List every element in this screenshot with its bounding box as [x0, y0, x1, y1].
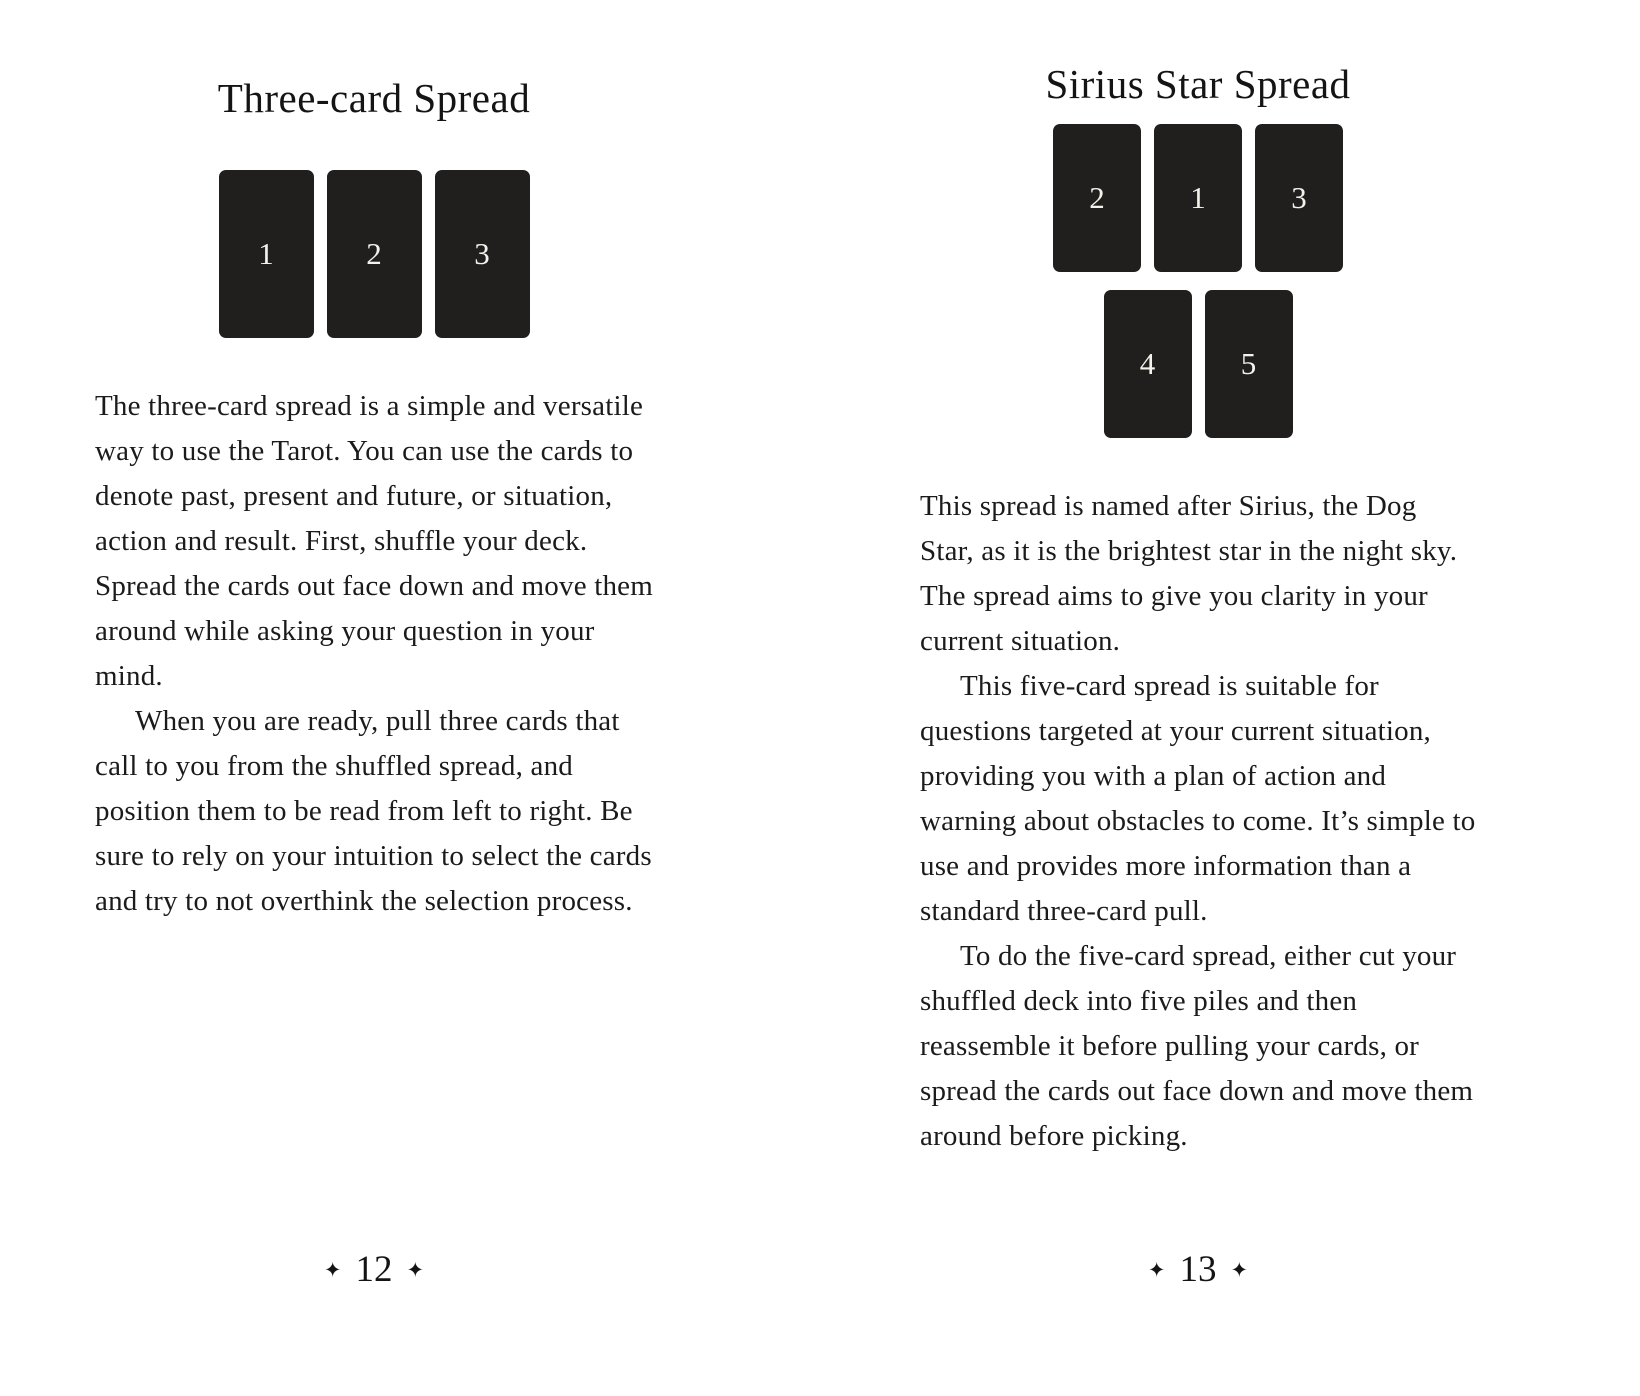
- left-page-footer: [95, 1248, 653, 1291]
- star-ornament-icon: ✦: [1147, 1257, 1166, 1282]
- page-right: [920, 58, 1476, 1159]
- paragraph: When you are ready, pull three cards that call to you from the shuffled spread, and position them to be read from left to right. Be sure to rely on your intuition to select the cards and try to not overthink the selection process.: [95, 705, 652, 917]
- card-row-bottom: [1104, 290, 1293, 438]
- card-number: 2: [366, 236, 382, 271]
- right-page-title: Sirius Star Spread: [1045, 61, 1351, 107]
- tarot-card-2: [327, 170, 422, 338]
- tarot-card-3: [1255, 124, 1343, 272]
- left-page-body: [95, 384, 653, 924]
- page-number: 13: [1179, 1249, 1217, 1290]
- card-number: 4: [1139, 346, 1156, 381]
- paragraph: To do the five-card spread, either cut your shuffled deck into five piles and then reassemble it before pulling your cards, or spread the cards out face down and move them around before picking.: [920, 940, 1474, 1152]
- left-page-title: Three-card Spread: [217, 75, 531, 121]
- card-number: 3: [474, 236, 490, 271]
- tarot-card-2: [1053, 124, 1141, 272]
- card-number: 2: [1089, 180, 1105, 215]
- tarot-card-3: [435, 170, 530, 338]
- paragraph: This five-card spread is suitable for questions targeted at your current situation, providing you with a plan of action and warning about obstacles to come. It’s simple to use and provides more information than a standard three-card pull.: [920, 670, 1476, 927]
- star-ornament-icon: ✦: [323, 1257, 342, 1282]
- tarot-card-1: [1154, 124, 1242, 272]
- card-number: 1: [1190, 180, 1206, 215]
- card-number: 5: [1240, 346, 1257, 381]
- card-number: 1: [258, 236, 274, 271]
- page-left: [95, 72, 653, 924]
- page-number: 12: [355, 1249, 393, 1290]
- paragraph: This spread is named after Sirius, the Dog Star, as it is the brightest star in the night sky. The spread aims to give you clarity in your current situation.: [920, 490, 1458, 657]
- three-card-spread-diagram: [95, 170, 653, 338]
- right-page-body: [920, 484, 1476, 1159]
- card-row-top: [1053, 124, 1343, 272]
- paragraph: The three-card spread is a simple and versatile way to use the Tarot. You can use the cards to denote past, present and future, or situation, action and result. First, shuffle your deck. Spread the cards out face down and move them around while asking your question in your mind.: [95, 390, 654, 692]
- sirius-star-spread-diagram: [920, 124, 1476, 438]
- card-number: 3: [1291, 180, 1307, 215]
- tarot-card-4: [1104, 290, 1192, 438]
- star-ornament-icon: ✦: [406, 1257, 425, 1282]
- tarot-card-1: [219, 170, 314, 338]
- card-row: [219, 170, 530, 338]
- tarot-card-5: [1205, 290, 1293, 438]
- right-page-footer: [920, 1248, 1476, 1291]
- star-ornament-icon: ✦: [1230, 1257, 1249, 1282]
